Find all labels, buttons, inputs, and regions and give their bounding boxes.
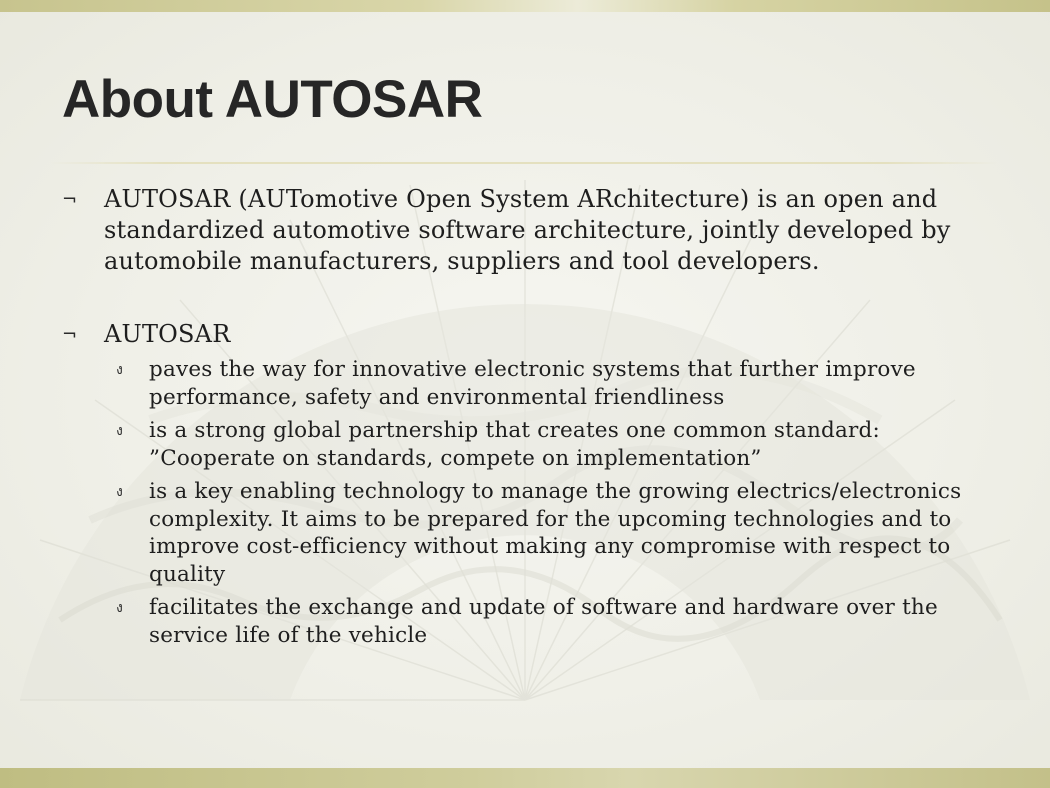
- sub-bullet-item: [116, 417, 979, 472]
- title-divider: [50, 162, 998, 164]
- bullet-level2-icon: ง: [116, 600, 124, 616]
- sub-bullet-item: [116, 594, 979, 649]
- bullet-level1-icon: ¬: [62, 324, 78, 345]
- bullet-level2-icon: ง: [116, 484, 124, 500]
- slide-content: [62, 184, 1002, 649]
- sub-bullet-text: is a key enabling technology to manage the growing electrics/electronics complexity. It aims to be prepared for the upcoming technologies and to improve cost-efficiency without making any compromise with respect to quality: [149, 479, 962, 587]
- slide-title: About AUTOSAR: [62, 70, 483, 129]
- sub-bullet-text: paves the way for innovative electronic systems that further improve performance, safety and environmental friendliness: [149, 357, 916, 410]
- bullet-level2-icon: ง: [116, 423, 124, 439]
- sub-bullet-text: facilitates the exchange and update of software and hardware over the service life of the vehicle: [149, 595, 938, 648]
- bullet-level2-icon: ง: [116, 362, 124, 378]
- bullet-level1-icon: ¬: [62, 189, 78, 210]
- sub-bullet-item: [116, 356, 979, 411]
- top-decorative-band: [0, 0, 1050, 12]
- bullet-text: AUTOSAR: [104, 320, 231, 348]
- bullet-autosar-definition: [62, 184, 1002, 277]
- sub-bullet-text: is a strong global partnership that creates one common standard: ”Cooperate on standards, compete on implementation”: [149, 418, 880, 471]
- bullet-autosar-heading: [62, 319, 1002, 350]
- sub-bullet-item: [116, 478, 979, 588]
- bullet-text: AUTOSAR (AUTomotive Open System ARchitecture) is an open and standardized automotive software architecture, jointly developed by automobile manufacturers, suppliers and tool developers.: [104, 185, 951, 275]
- bottom-decorative-band: [0, 768, 1050, 788]
